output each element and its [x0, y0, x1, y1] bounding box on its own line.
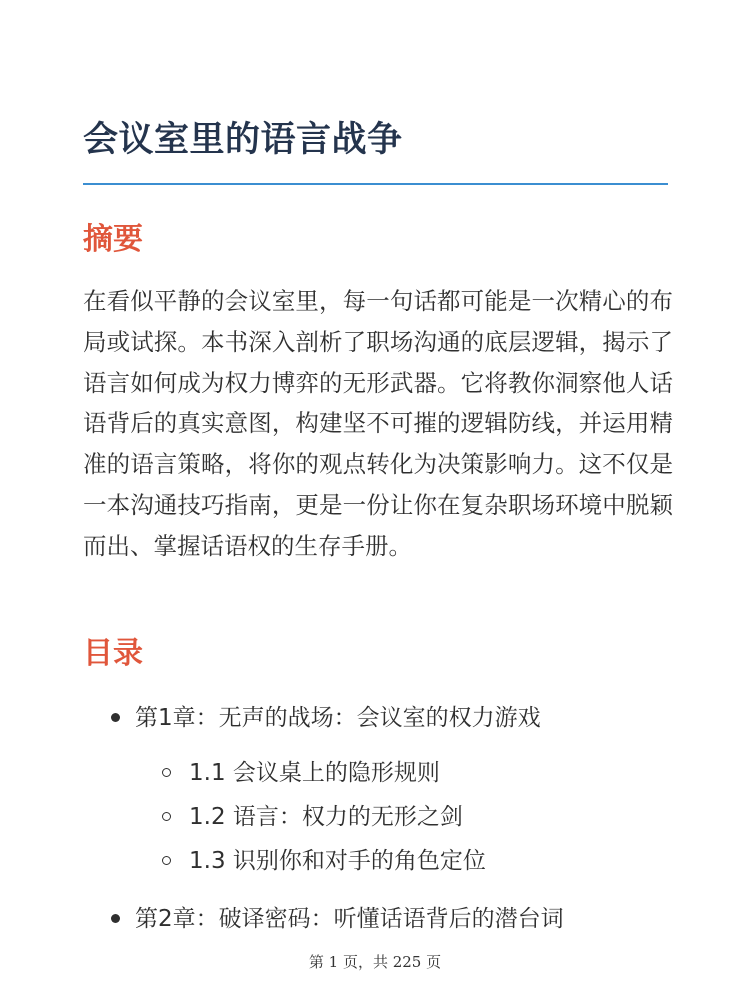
toc-section-1-1: 1.1 会议桌上的隐形规则 [189, 760, 440, 786]
toc-heading: 目录 [83, 636, 143, 671]
summary-paragraph: 在看似平静的会议室里，每一句话都可能是一次精心的布局或试探。本书深入剖析了职场沟通的底层逻辑，揭示了语言如何成为权力博弈的无形武器。它将教你洞察他人话语背后的真实意图，构建坚不可摧的逻辑防线，并运用精准的语言策略，将你的观点转化为决策影响力。这不仅是一本沟通技巧指南，更是一份让你在复杂职场环境中脱颖而出、掌握话语权的生存手册。 [83, 287, 673, 560]
document-title: 会议室里的语言战争 [83, 120, 403, 160]
toc-chapter-2: 第2章：破译密码：听懂话语背后的潜台词 [135, 906, 564, 932]
toc-section-1-3: 1.3 识别你和对手的角色定位 [189, 848, 486, 874]
title-divider [83, 183, 668, 185]
toc-bullet-circle [162, 768, 171, 777]
toc-section-1-2: 1.2 语言：权力的无形之剑 [189, 804, 463, 830]
page-footer: 第 1 页，共 225 页 [308, 953, 442, 971]
toc-bullet-disc [111, 914, 120, 923]
summary-heading: 摘要 [83, 222, 143, 257]
toc-bullet-disc [111, 713, 120, 722]
toc-chapter-1: 第1章：无声的战场：会议室的权力游戏 [135, 705, 541, 731]
toc-bullet-circle [162, 812, 171, 821]
toc-bullet-circle [162, 856, 171, 865]
